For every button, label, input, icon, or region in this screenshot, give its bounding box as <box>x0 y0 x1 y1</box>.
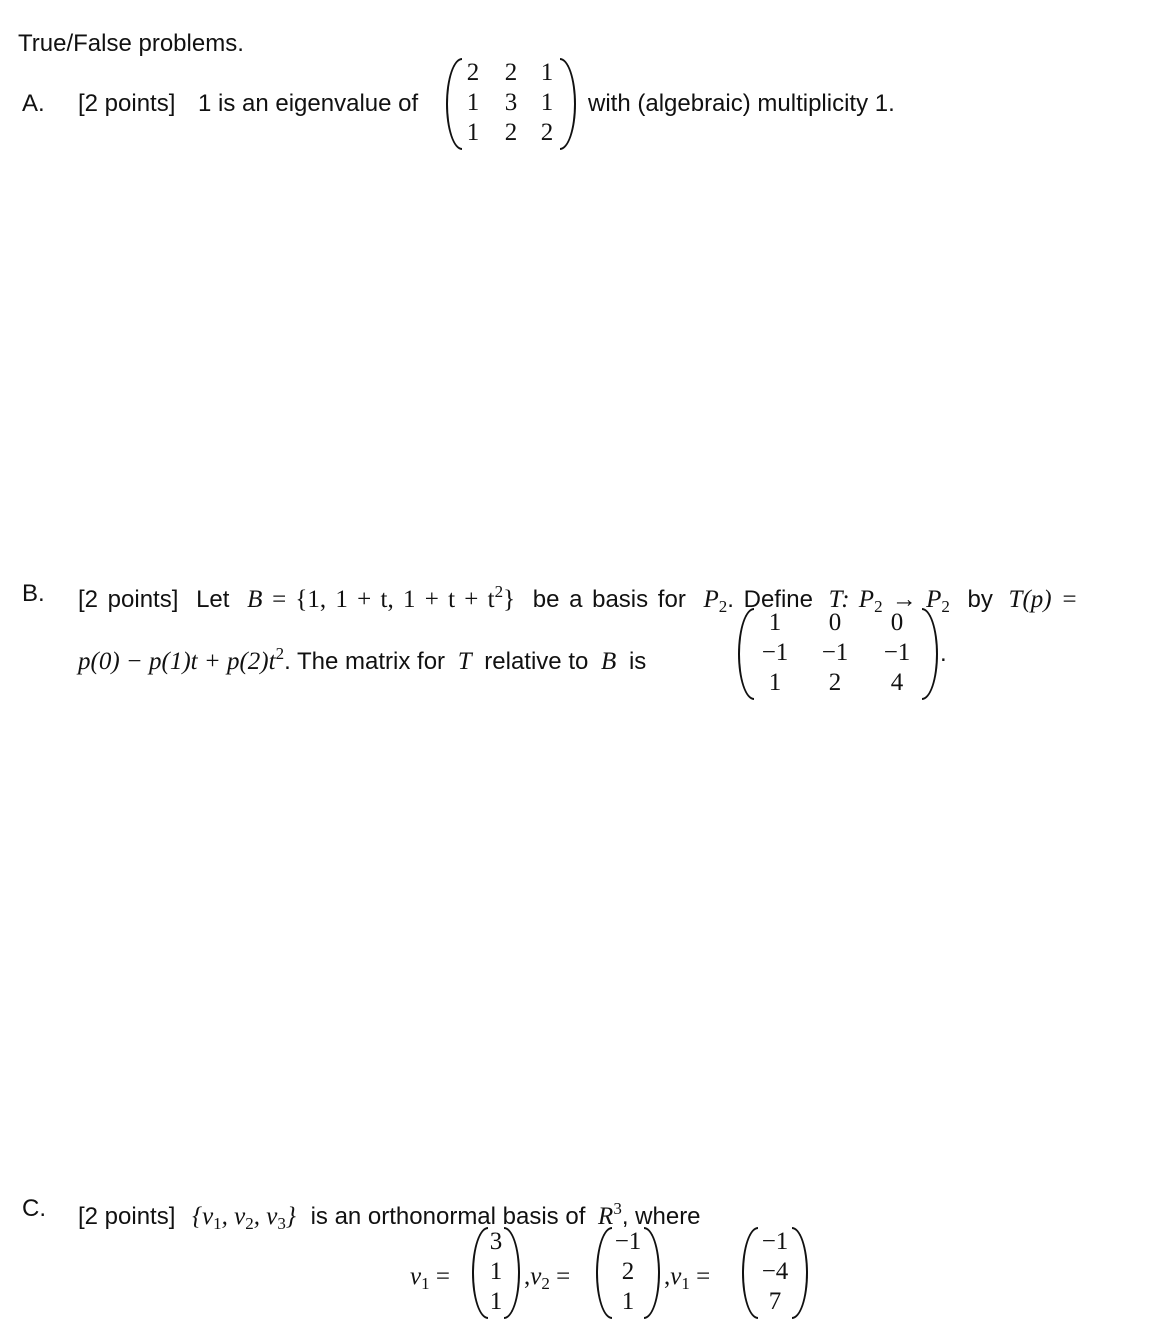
formula-body: p(0) − p(1)t + p(2)t <box>78 648 276 675</box>
arrow: → P <box>891 586 942 613</box>
matrix-cell: 1 <box>540 59 554 86</box>
matrix-cell: −1 <box>883 639 911 666</box>
is-text: is <box>628 648 647 675</box>
define-text: . Define <box>727 586 813 613</box>
p-var: P <box>703 586 719 613</box>
page-title: True/False problems. <box>18 30 244 57</box>
problem-a-matrix <box>446 58 576 150</box>
basis-var: B <box>601 648 617 675</box>
v-var: v <box>670 1263 682 1290</box>
vector-v2 <box>596 1227 660 1319</box>
matrix-cell: 4 <box>890 669 904 696</box>
vector-set <box>192 1203 296 1233</box>
matrix-cell: 1 <box>540 89 554 116</box>
subscript: 2 <box>941 597 950 616</box>
subscript: 2 <box>718 597 728 616</box>
vector-v3 <box>742 1227 808 1319</box>
matrix-cell: 2 <box>466 59 480 86</box>
map-colon: : P <box>841 586 875 613</box>
matrix-cell: 1 <box>466 89 480 116</box>
orthonormal-text: is an orthonormal basis of <box>310 1203 586 1230</box>
problem-c-label: C. <box>22 1195 46 1222</box>
vector-entry: −1 <box>761 1228 789 1255</box>
matrix-cell: 2 <box>504 59 518 86</box>
transform-formula <box>78 644 285 675</box>
basis-text: be a basis for <box>532 586 686 613</box>
right-paren <box>560 58 576 150</box>
vector-entry: 1 <box>489 1258 503 1285</box>
equals: = <box>556 1263 571 1290</box>
matrix-cell: 0 <box>828 609 842 636</box>
basis-var: B <box>247 586 263 613</box>
matrix-for-text: . The matrix for <box>284 648 446 675</box>
matrix-cell: 0 <box>890 609 904 636</box>
vector-entry: 1 <box>489 1288 503 1315</box>
subscript: 1 <box>213 1214 222 1233</box>
problem-b-points: [2 points] <box>78 586 179 613</box>
comma: , <box>524 1263 531 1290</box>
right-paren <box>644 1227 660 1319</box>
t-of-p: T(p) = <box>1008 586 1078 613</box>
t-var: T <box>457 648 472 675</box>
superscript: 3 <box>613 1199 622 1218</box>
where-text: , where <box>621 1203 701 1230</box>
v-var: v <box>410 1263 422 1290</box>
vector-entry: 7 <box>768 1288 782 1315</box>
vector-v1 <box>472 1227 520 1319</box>
right-paren <box>504 1227 520 1319</box>
subscript: 2 <box>541 1274 550 1293</box>
let-word: Let <box>196 586 230 613</box>
set-v3: , v <box>253 1203 278 1230</box>
r-var: R <box>598 1203 614 1230</box>
right-paren <box>922 608 938 700</box>
subscript: 3 <box>277 1214 286 1233</box>
matrix-cell: 1 <box>466 119 480 146</box>
problem-b-matrix <box>738 608 938 700</box>
superscript: 2 <box>494 582 504 601</box>
set-v2: , v <box>221 1203 246 1230</box>
problem-a-label: A. <box>22 90 45 117</box>
matrix-cell: 2 <box>540 119 554 146</box>
problem-b-period: . <box>940 640 947 667</box>
v2-label <box>524 1263 570 1298</box>
problem-c-points: [2 points] <box>78 1203 176 1230</box>
subscript: 2 <box>245 1214 254 1233</box>
r3-space <box>598 1199 622 1230</box>
matrix-cell: 2 <box>504 119 518 146</box>
matrix-cell: 1 <box>768 669 782 696</box>
set-open: {v <box>192 1203 214 1230</box>
by-text: by <box>967 586 993 613</box>
problem-a-points: [2 points] <box>78 90 176 117</box>
vector-entry: 3 <box>489 1228 503 1255</box>
vector-entry: 2 <box>621 1258 635 1285</box>
set-close: } <box>285 1203 296 1230</box>
problem-b-label: B. <box>22 580 45 607</box>
relative-text: relative to <box>484 648 589 675</box>
problem-b-line2 <box>78 640 646 676</box>
matrix-cell: −1 <box>761 639 789 666</box>
matrix-cell: 3 <box>504 89 518 116</box>
v-var: v <box>530 1263 542 1290</box>
vector-entry: −1 <box>614 1228 642 1255</box>
comma: , <box>664 1263 671 1290</box>
v1-label <box>410 1263 450 1298</box>
t-var: T <box>828 586 842 613</box>
equals: = <box>435 1263 450 1290</box>
vector-entry: 1 <box>621 1288 635 1315</box>
right-paren <box>792 1227 808 1319</box>
v3-label <box>664 1263 710 1298</box>
matrix-cell: 1 <box>768 609 782 636</box>
problem-a-statement: 1 is an eigenvalue of <box>198 90 419 117</box>
subscript: 1 <box>421 1274 430 1293</box>
basis-set-body: = {1, 1 + t, 1 + t + t <box>272 586 495 613</box>
superscript: 2 <box>275 644 285 663</box>
basis-set <box>272 582 516 613</box>
subscript: 2 <box>874 597 883 616</box>
equals: = <box>696 1263 711 1290</box>
problem-a-multiplicity: with (algebraic) multiplicity 1. <box>588 90 895 117</box>
subscript: 1 <box>681 1274 690 1293</box>
matrix-cell: −1 <box>821 639 849 666</box>
vector-entry: −4 <box>761 1258 789 1285</box>
matrix-cell: 2 <box>828 669 842 696</box>
polynomial-space <box>703 586 728 616</box>
basis-set-close: } <box>503 586 516 613</box>
